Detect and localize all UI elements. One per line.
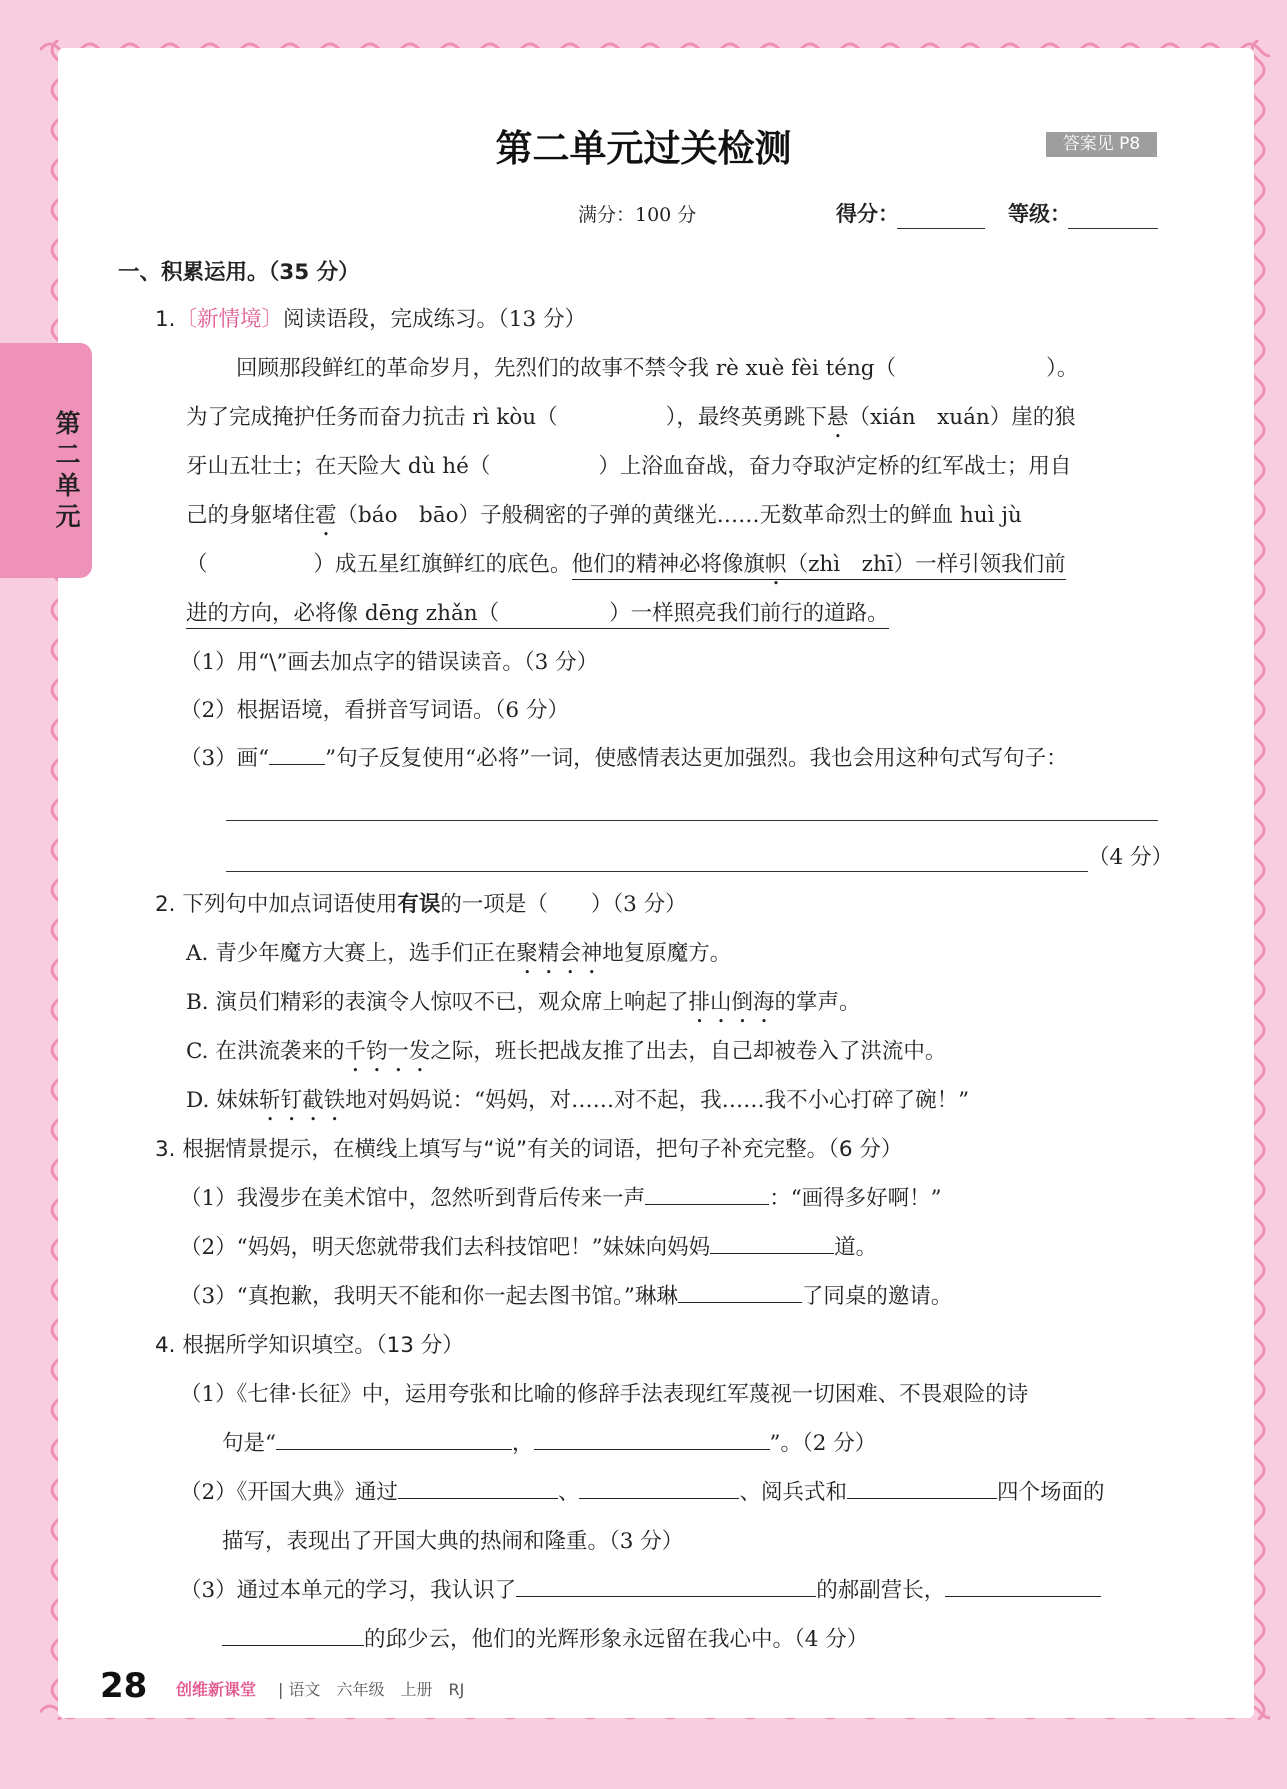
passage-line: 回顾那段鲜红的革命岁月，先烈们的故事不禁令我 rè xuè fèi téng（ ）。: [236, 356, 1079, 381]
brand-name: 创维新课堂: [176, 1680, 257, 1699]
question-1-heading: [155, 305, 586, 335]
answer-blank[interactable]: [579, 1498, 739, 1499]
sub-question-4-2: （2）《开国大典》通过 、 、阅兵式和 四个场面的: [180, 1480, 1105, 1505]
points-label: （4 分）: [1088, 845, 1174, 870]
sub-question-4-3-cont: 的邱少云，他们的光辉形象永远留在我心中。（4 分）: [222, 1625, 868, 1655]
option-d[interactable]: D. 妹妹斩钉截铁地对妈妈说：“妈妈，对……对不起，我……我不小心打碎了碗！”: [186, 1088, 970, 1113]
answer-blank[interactable]: [276, 1449, 512, 1450]
question-4-heading: 4. 根据所学知识填空。（13 分）: [155, 1333, 464, 1358]
question-3-heading: 3. 根据情景提示，在横线上填写与“说”有关的词语，把句子补充完整。（6 分）: [155, 1137, 903, 1162]
question-text: 阅读语段，完成练习。（13 分）: [283, 307, 586, 332]
option-b[interactable]: B. 演员们精彩的表演令人惊叹不已，观众席上响起了排山倒海的掌声。: [186, 990, 861, 1015]
option-a[interactable]: A. 青少年魔方大赛上，选手们正在聚精会神地复原魔方。: [186, 941, 732, 966]
underlined-sentence: 进的方向，必将像 dēng zhǎn（ ）一样照亮我们前行的道路。: [186, 601, 889, 629]
score-label: 得分：: [836, 202, 899, 226]
answer-blank[interactable]: [645, 1204, 769, 1205]
answer-blank[interactable]: [516, 1596, 816, 1597]
answer-reference-badge: 答案见 P8: [1046, 132, 1157, 157]
question-2-heading: 2. 下列句中加点词语使用有误的一项是（ ）（3 分）: [155, 892, 687, 917]
score-blank[interactable]: [897, 228, 985, 229]
passage-line: 己的身躯堵住雹（báo bāo）子般稠密的子弹的黄继光……无数革命烈士的鲜血 huì jù: [186, 503, 1022, 528]
worksheet-page: [58, 48, 1254, 1718]
section-heading: 一、积累运用。（35 分）: [118, 260, 360, 285]
sub-question-4-3: （3）通过本单元的学习，我认识了 的郝副营长，: [180, 1576, 1101, 1606]
book-info: | 语文 六年级 上册 RJ: [278, 1680, 465, 1699]
sub-question-3-2: （2）“妈妈，明天您就带我们去科技馆吧！”妹妹向妈妈 道。: [180, 1235, 878, 1260]
answer-blank[interactable]: [678, 1302, 802, 1303]
grade-blank[interactable]: [1068, 228, 1158, 229]
option-c[interactable]: C. 在洪流袭来的千钧一发之际，班长把战友推了出去，自己却被卷入了洪流中。: [186, 1039, 947, 1064]
sub-question-3: （3）画“ ”句子反复使用“必将”一词，使感情表达更加强烈。我也会用这种句式写句子：: [180, 746, 1068, 771]
page-number: 28: [100, 1666, 148, 1706]
full-score-label: 满分：100 分: [578, 204, 697, 226]
writing-line[interactable]: [226, 871, 1088, 872]
question-number: 1.: [155, 307, 176, 332]
sub-question-4-2-cont: 描写，表现出了开国大典的热闹和隆重。（3 分）: [222, 1529, 684, 1554]
sub-question-4-1-cont: 句是“ ， ”。（2 分）: [222, 1431, 877, 1456]
answer-blank[interactable]: [398, 1498, 558, 1499]
sub-question-3-3: （3）“真抱歉，我明天不能和你一起去图书馆。”琳琳 了同桌的邀请。: [180, 1284, 953, 1309]
answer-blank[interactable]: [945, 1596, 1101, 1597]
passage-line: [186, 599, 889, 629]
sub-question-2: （2）根据语境，看拼音写词语。（6 分）: [180, 698, 569, 723]
answer-blank[interactable]: [710, 1253, 834, 1254]
underlined-sentence: 他们的精神必将像旗帜（zhì zhī）一样引领我们前: [572, 552, 1066, 580]
answer-blank[interactable]: [534, 1449, 770, 1450]
grade-label: 等级：: [1008, 202, 1071, 226]
new-context-tag: 〔新情境〕: [175, 307, 284, 332]
sub-question-3-1: （1）我漫步在美术馆中，忽然听到背后传来一声 ：“画得多好啊！”: [180, 1186, 942, 1211]
passage-line: （ ）成五星红旗鲜红的底色。他们的精神必将像旗帜（zhì zhī）一样引领我们前: [186, 550, 1066, 590]
page-title: 第二单元过关检测: [495, 127, 792, 170]
passage-line: 为了完成掩护任务而奋力抗击 rì kòu（ ），最终英勇跳下悬（xián xuán）崖的狼: [186, 405, 1076, 430]
passage-line: 牙山五壮士；在天险大 dù hé（ ）上浴血奋战，奋力夺取泸定桥的红军战士；用自: [186, 454, 1072, 479]
answer-blank[interactable]: [847, 1498, 997, 1499]
unit-side-tab-label: 第二单元: [55, 409, 81, 531]
writing-line[interactable]: [226, 820, 1158, 821]
sub-question-4-1: （1）《七律·长征》中，运用夸张和比喻的修辞手法表现红军蔑视一切困难、不畏艰险的诗: [180, 1382, 1029, 1407]
sub-question-1: （1）用“\”画去加点字的错误读音。（3 分）: [180, 650, 599, 675]
answer-blank[interactable]: [222, 1645, 364, 1646]
